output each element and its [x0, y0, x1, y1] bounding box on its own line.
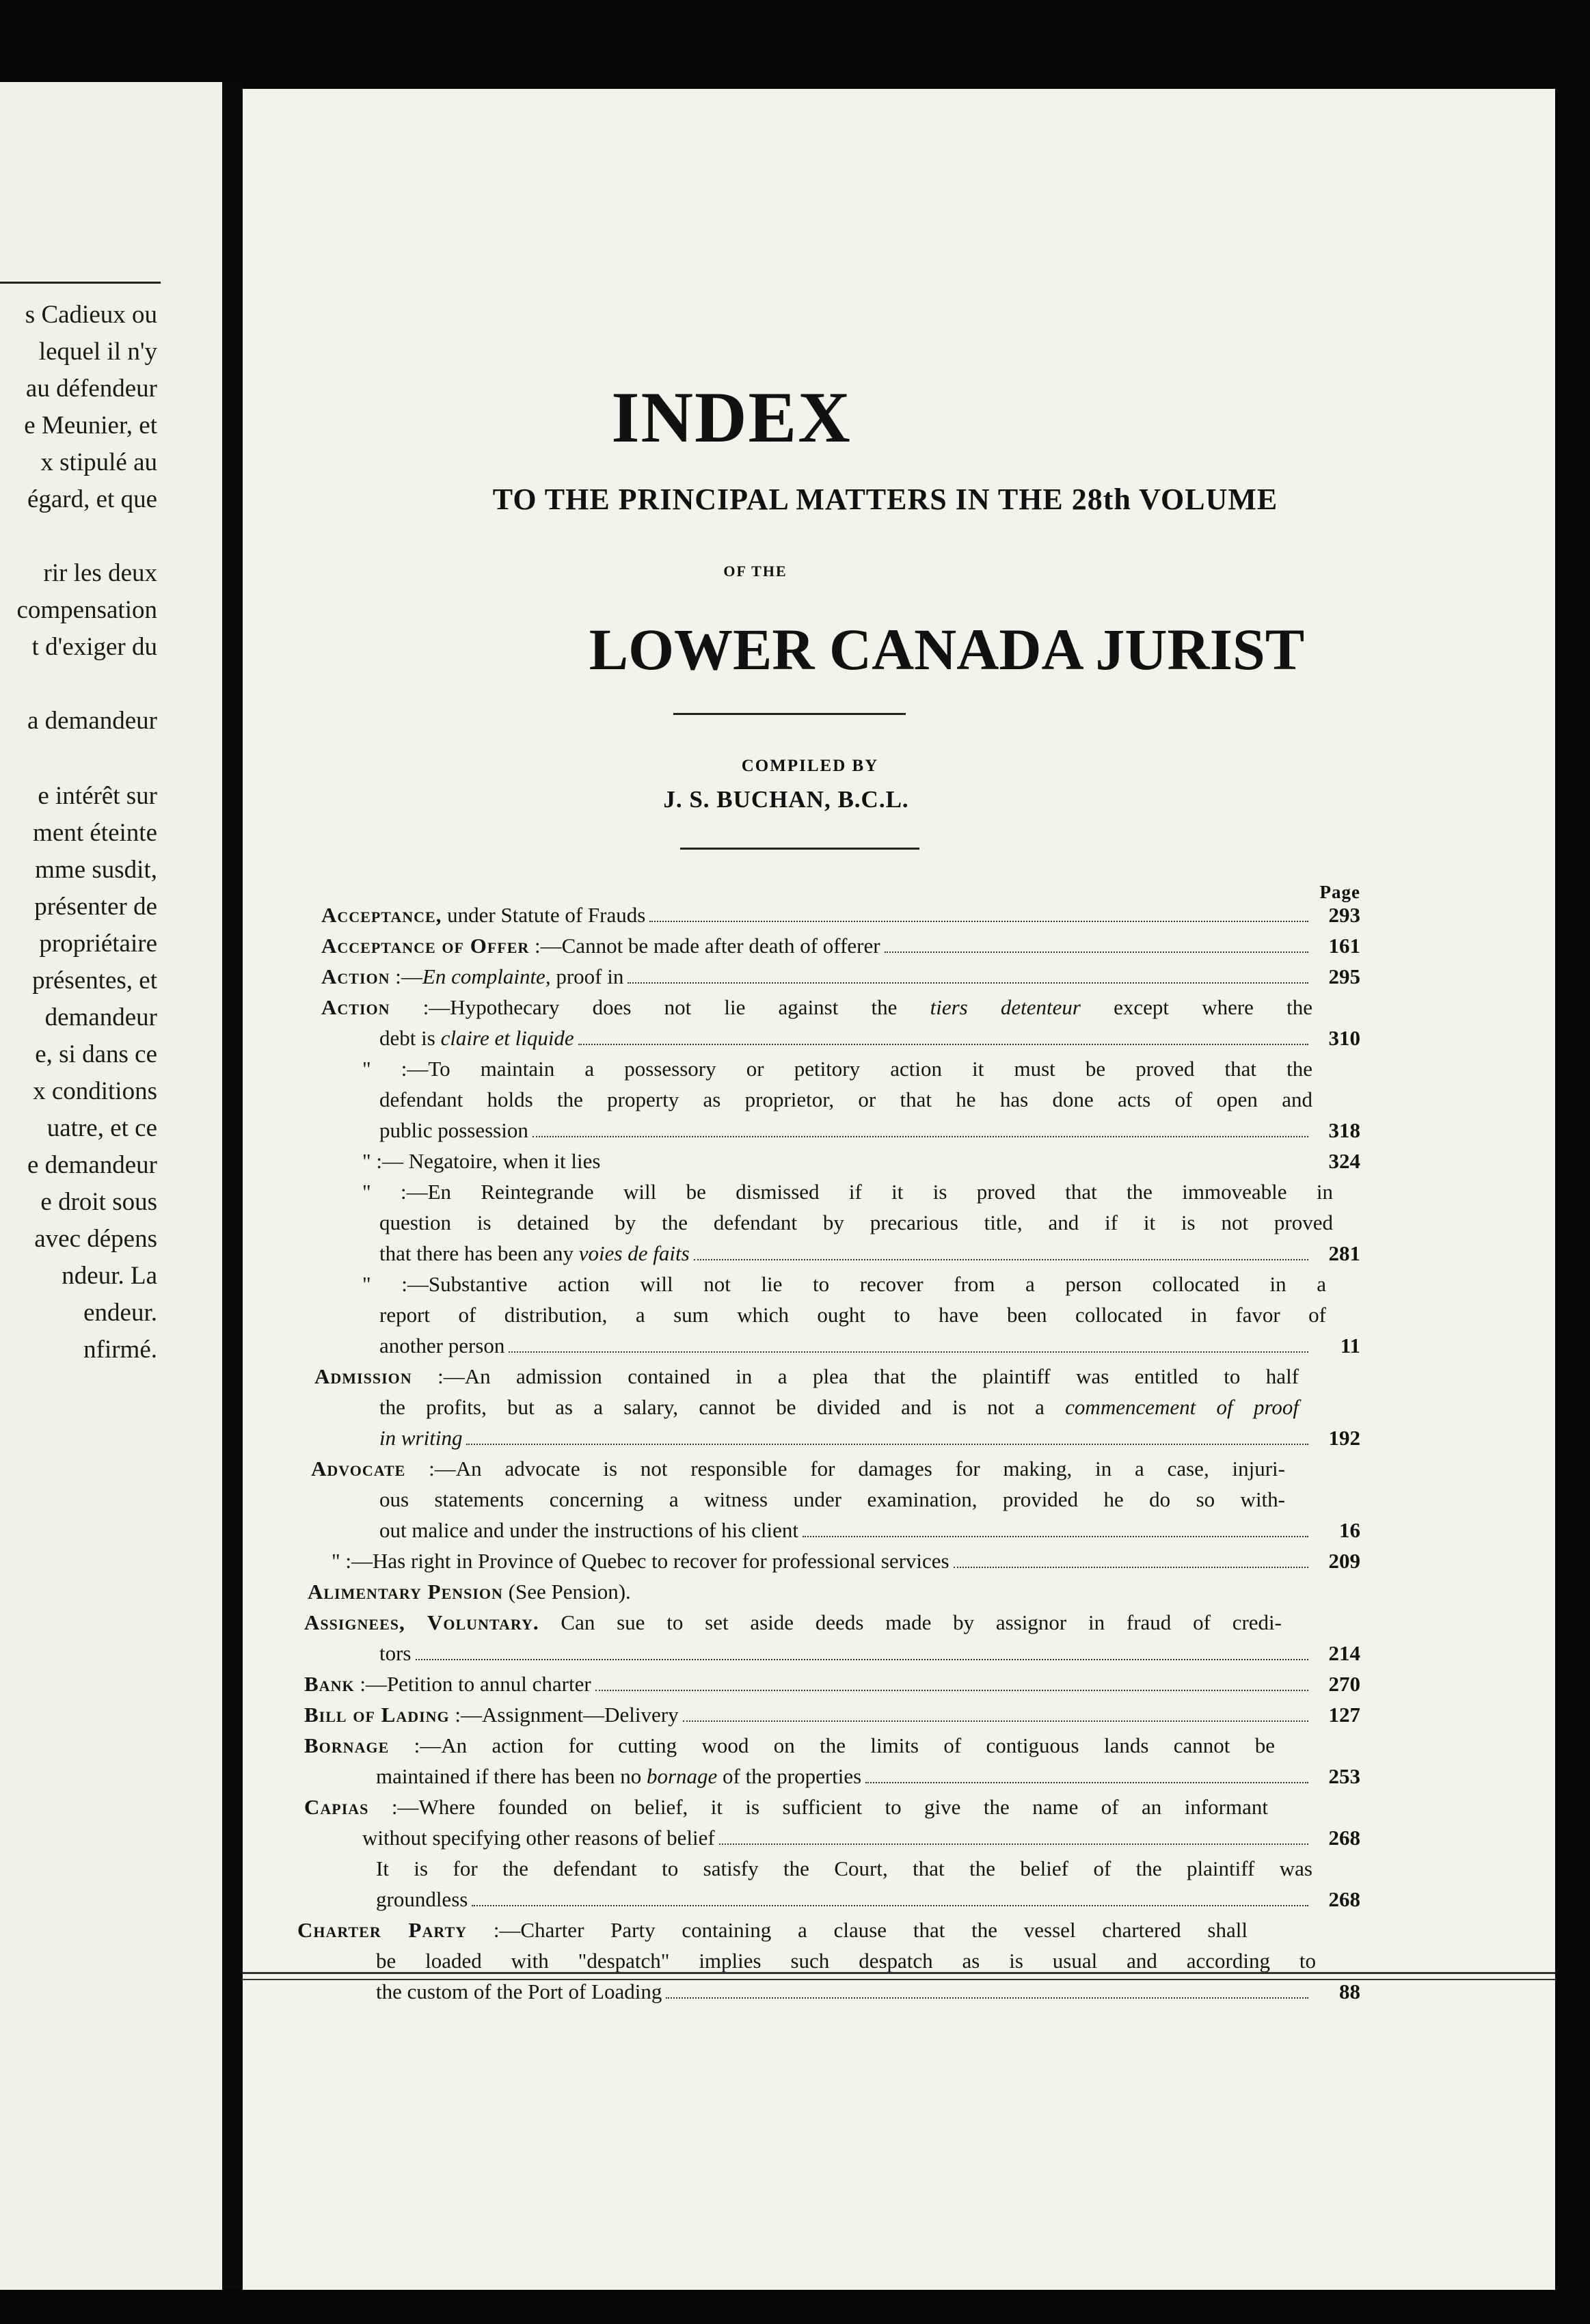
index-entry-line [376, 1858, 1312, 1879]
entry-text: another person [379, 1334, 505, 1357]
dot-leader [578, 1044, 1308, 1045]
page-number: 270 [1328, 1672, 1360, 1696]
index-entry-line [376, 1889, 1360, 1910]
index-entry-line [376, 1981, 1360, 2003]
entry-text: the custom of the Port of Loading [376, 1980, 662, 2003]
entry-heading: Charter Party [297, 1918, 468, 1942]
index-entry-line [379, 1519, 1360, 1541]
entry-text: of the properties [717, 1764, 862, 1788]
of-the-label: OF THE [723, 563, 787, 580]
entry-italic: tiers detenteur [930, 995, 1081, 1019]
page-number: 209 [1328, 1549, 1360, 1573]
fragment-line: rir les deux [43, 559, 157, 587]
index-entry-line [379, 1489, 1285, 1510]
entry-heading: Acceptance of Offer [321, 934, 530, 958]
dot-leader [472, 1905, 1308, 1906]
entry-text: question is detained by the defendant by precarious title, and if it is not proved [379, 1211, 1333, 1234]
dot-leader [885, 951, 1308, 953]
divider-rule [0, 282, 161, 284]
fragment-line: x stipulé au [40, 448, 157, 476]
entry-heading: Advocate [311, 1457, 406, 1481]
page-number: 192 [1328, 1426, 1360, 1450]
entry-text: debt is [379, 1026, 441, 1050]
dot-leader [683, 1720, 1308, 1722]
fragment-line: demandeur [44, 1003, 157, 1031]
index-entry-line [362, 1827, 1360, 1849]
entry-text: proof in [550, 964, 624, 988]
entry-text: :—An admission contained in a plea that the plaintiff was entitled to half [412, 1364, 1299, 1388]
entry-text: :—Hypothecary does not lie against the [390, 995, 930, 1019]
fragment-line: propriétaire [39, 930, 157, 958]
index-entry [321, 904, 1360, 926]
compiled-by-label: COMPILED BY [741, 757, 879, 775]
title-rule [673, 713, 906, 715]
page-number: 324 [1328, 1149, 1360, 1173]
index-entry [304, 1704, 1360, 1726]
entry-text: " :—Substantive action will not lie to recover from a person collocated in a [362, 1272, 1326, 1296]
entry-text: :—An action for cutting wood on the limits of contiguous lands cannot be [389, 1733, 1275, 1757]
fragment-line: t d'exiger du [31, 633, 157, 661]
entry-text: groundless [376, 1887, 468, 1911]
page-number: 11 [1340, 1334, 1360, 1357]
fragment-line: uatre, et ce [46, 1114, 157, 1142]
dot-leader [533, 1136, 1308, 1137]
page-number: 268 [1328, 1887, 1360, 1911]
entry-text: (See Pension). [502, 1580, 631, 1604]
index-entry [321, 966, 1360, 988]
compiler-name: J. S. BUCHAN, B.C.L. [663, 786, 909, 813]
entry-text: :—Charter Party containing a clause that the vessel chartered shall [467, 1918, 1248, 1942]
dot-leader [865, 1782, 1308, 1783]
fragment-line: e demandeur [27, 1151, 157, 1179]
index-entry-line [379, 1643, 1360, 1664]
fragment-line: ndeur. La [62, 1262, 157, 1290]
index-entry-line [362, 1273, 1326, 1295]
dot-leader [628, 982, 1308, 984]
entry-italic: voies de faits [578, 1241, 690, 1265]
page-number: 293 [1328, 903, 1360, 927]
entry-heading: Assignees, Voluntary. [304, 1610, 539, 1634]
index-entry-line [376, 1950, 1316, 1971]
spacer [604, 1167, 1308, 1168]
index-entry-line [304, 1796, 1268, 1818]
dot-leader [595, 1690, 1308, 1691]
entry-text: tors [379, 1641, 412, 1665]
index-entry-line [379, 1027, 1360, 1049]
dot-leader [954, 1567, 1308, 1568]
fragment-line: endeur. [83, 1299, 157, 1327]
page-number: 16 [1339, 1518, 1360, 1542]
entry-heading: Bornage [304, 1733, 390, 1757]
page-number: 161 [1328, 934, 1360, 958]
entry-text: out malice and under the instructions of his client [379, 1518, 798, 1542]
entry-text: :—Where founded on belief, it is sufficient to give the name of an informant [368, 1795, 1268, 1819]
fragment-line: mme susdit, [35, 856, 157, 884]
fragment-line: a demandeur [27, 707, 157, 735]
index-entry-line [379, 1304, 1326, 1325]
entry-text: without specifying other reasons of belief [362, 1826, 715, 1850]
fragment-line: ment éteinte [33, 819, 157, 847]
entry-heading: Action [321, 995, 390, 1019]
journal-title: LOWER CANADA JURIST [589, 617, 1305, 682]
page-number: 268 [1328, 1826, 1360, 1850]
index-entry-line [379, 1212, 1333, 1233]
index-entry [321, 935, 1360, 957]
fragment-line: présentes, et [32, 967, 157, 995]
entry-text: " :—Has right in Province of Quebec to recover for professional services [332, 1549, 949, 1573]
fragment-line: s Cadieux ou [25, 301, 157, 329]
dot-leader [666, 1997, 1308, 1999]
entry-text: " :—To maintain a possessory or petitory action it must be proved that the [362, 1057, 1312, 1081]
page-number: 281 [1328, 1241, 1360, 1265]
page-number: 88 [1339, 1980, 1360, 2003]
dot-leader [694, 1259, 1308, 1260]
entry-text: :—An advocate is not responsible for damages for making, in a case, injuri- [405, 1457, 1285, 1481]
index-entry-line [376, 1766, 1360, 1787]
fragment-line: lequel il n'y [38, 338, 157, 366]
page-number: 253 [1328, 1764, 1360, 1788]
index-entry-line [321, 997, 1312, 1018]
index-entry [362, 1150, 1360, 1172]
page-number: 214 [1328, 1641, 1360, 1665]
entry-italic: in writing [379, 1426, 463, 1450]
index-entry-line [311, 1458, 1285, 1479]
entry-text: under Statute of Frauds [442, 903, 646, 927]
index-entry [308, 1581, 1333, 1602]
index-entry-line [379, 1089, 1312, 1110]
entry-text: " :—En Reintegrande will be dismissed if it is proved that the immoveable in [362, 1180, 1333, 1204]
dot-leader [719, 1843, 1308, 1845]
entry-text: :—Petition to annul charter [354, 1672, 591, 1696]
dot-leader [803, 1536, 1308, 1537]
page-number: 310 [1328, 1026, 1360, 1050]
index-entry-line [379, 1243, 1360, 1265]
index-entry-line [379, 1335, 1360, 1357]
entry-heading: Acceptance, [321, 903, 442, 927]
entry-text: be loaded with "despatch" implies such despatch as is usual and according to [376, 1949, 1316, 1973]
index-entry-line [362, 1181, 1333, 1202]
adjacent-page-fragment [0, 82, 222, 2290]
entry-text: report of distribution, a sum which ought to have been collocated in favor of [379, 1303, 1326, 1327]
entry-heading: Bill of Lading [304, 1703, 450, 1727]
entry-text: :—Cannot be made after death of offerer [529, 934, 880, 958]
microfilm-rule [243, 1972, 1555, 1974]
entry-text: It is for the defendant to satisfy the Court, that the belief of the plaintiff was [376, 1856, 1312, 1880]
fragment-line: x conditions [33, 1077, 157, 1105]
entry-text: ous statements concerning a witness under examination, provided he do so with- [379, 1487, 1285, 1511]
entry-text: public possession [379, 1118, 528, 1142]
index-entry-line [314, 1366, 1299, 1387]
entry-text: except where the [1080, 995, 1312, 1019]
entry-text: " :— Negatoire, when it lies [362, 1149, 601, 1173]
page-column-header: Page [1319, 882, 1360, 902]
fragment-line: e Meunier, et [24, 411, 157, 440]
entry-text: Can sue to set aside deeds made by assignor in fraud of credi- [539, 1610, 1282, 1634]
index-entry-line [297, 1919, 1248, 1941]
dot-leader [509, 1351, 1308, 1353]
page-gutter [222, 82, 243, 2290]
fragment-line: avec dépens [34, 1225, 157, 1253]
page-number: 295 [1328, 964, 1360, 988]
dot-leader [466, 1444, 1308, 1445]
author-rule [680, 848, 919, 850]
fragment-line: e droit sous [40, 1188, 157, 1216]
entry-text: :—Assignment—Delivery [449, 1703, 679, 1727]
fragment-line: au défendeur [25, 375, 157, 403]
entry-heading: Bank [304, 1672, 355, 1696]
index-subtitle: TO THE PRINCIPAL MATTERS IN THE 28th VOLUME [492, 483, 1278, 516]
entry-italic: En complainte, [422, 964, 551, 988]
index-title: INDEX [611, 377, 852, 457]
entry-text: defendant holds the property as proprietor, or that he has done acts of open and [379, 1087, 1312, 1111]
index-entry-line [304, 1735, 1275, 1756]
entry-text: maintained if there has been no [376, 1764, 647, 1788]
microfilm-rule [243, 1979, 1555, 1980]
fragment-line: compensation [16, 596, 157, 624]
page-number: 318 [1328, 1118, 1360, 1142]
dot-leader [649, 921, 1308, 922]
entry-heading: Action [321, 964, 390, 988]
entry-italic: bornage [646, 1764, 718, 1788]
entry-heading: Capias [304, 1795, 369, 1819]
fragment-line: e intérêt sur [38, 782, 157, 810]
page-number: 127 [1328, 1703, 1360, 1727]
fragment-line: présenter de [34, 893, 157, 921]
index-entry-line [379, 1120, 1360, 1141]
entry-italic: claire et liquide [440, 1026, 574, 1050]
fragment-line: nfirmé. [83, 1336, 157, 1364]
entry-text: that there has been any [379, 1241, 579, 1265]
index-entry-line [379, 1396, 1299, 1418]
index-entry-line [304, 1612, 1282, 1633]
fragment-line: égard, et que [27, 485, 157, 513]
entry-heading: Admission [314, 1364, 412, 1388]
entry-text: :— [390, 964, 422, 988]
dot-leader [416, 1659, 1309, 1660]
entry-text: the profits, but as a salary, cannot be divided and is not a [379, 1395, 1066, 1419]
fragment-line: e, si dans ce [35, 1040, 157, 1068]
entry-heading: Alimentary Pension [308, 1580, 503, 1604]
index-entry-line [379, 1427, 1360, 1449]
index-entry [304, 1673, 1360, 1695]
index-page [243, 89, 1555, 2290]
index-entry [332, 1550, 1360, 1572]
index-entry-line [362, 1058, 1312, 1079]
entry-italic: commencement of proof [1065, 1395, 1299, 1419]
